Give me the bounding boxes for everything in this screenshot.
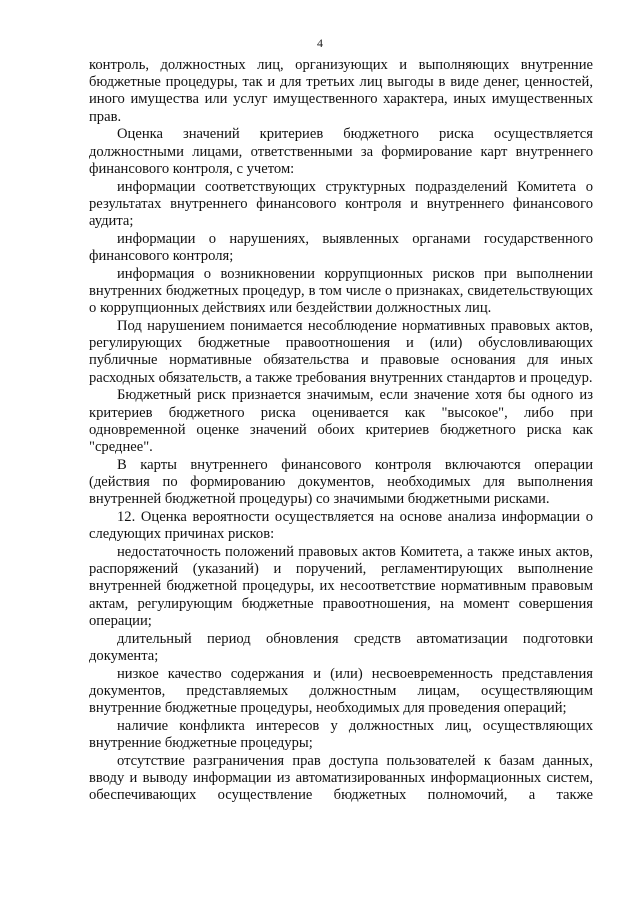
paragraph: Бюджетный риск признается значимым, если значение хотя бы одного из критериев бюджетного риска оценивается как "высокое", либо при одновременной оценке значений обоих критериев бюджетного риска как "среднее". [89,387,593,456]
paragraph: информация о возникновении коррупционных рисков при выполнении внутренних бюджетных процедур, в том числе о признаках, свидетельствующих о коррупционных действиях или бездействии должностных лиц. [89,265,593,317]
paragraph: наличие конфликта интересов у должностных лиц, осуществляющих внутренние бюджетные процедуры; [89,717,593,752]
paragraph: Оценка значений критериев бюджетного риска осуществляется должностными лицами, ответственными за формирование карт внутреннего финансового контроля, с учетом: [89,126,593,177]
paragraph: В карты внутреннего финансового контроля включаются операции (действия по формированию документов, необходимых для выполнения внутренней бюджетной процедуры) со значимыми бюджетными рисками. [89,456,593,508]
body-text [89,57,593,804]
page-number: 4 [317,36,323,50]
paragraph: низкое качество содержания и (или) несвоевременность представления документов, представляемых должностным лицам, осуществляющим внутренние бюджетные процедуры, необходимых для проведения операций; [89,665,593,717]
paragraph: контроль, должностных лиц, организующих и выполняющих внутренние бюджетные процедуры, так и для третьих лиц выгоды в виде денег, ценностей, иного имущества или услуг имущественного характера, иных имущественных прав. [89,57,593,125]
paragraph: Под нарушением понимается несоблюдение нормативных правовых актов, регулирующих бюджетные правоотношения и (или) обусловливающих публичные нормативные обязательства и правовые основания для иных расходных обязательств, а также требования внутренних стандартов и процедур. [89,318,593,386]
paragraph: информации соответствующих структурных подразделений Комитета о результатах внутреннего финансового контроля и внутреннего финансового аудита; [89,178,593,230]
paragraph: 12. Оценка вероятности осуществляется на основе анализа информации о следующих причинах рисков: [89,509,593,543]
paragraph: информации о нарушениях, выявленных органами государственного финансового контроля; [89,230,593,265]
paragraph: длительный период обновления средств автоматизации подготовки документа; [89,630,593,664]
paragraph: отсутствие разграничения прав доступа пользователей к базам данных, вводу и выводу информации из автоматизированных информационных систем, обеспечивающих осуществление бюджетных полномочий, а также [89,752,593,804]
paragraph: недостаточность положений правовых актов Комитета, а также иных актов, распоряжений (указаний) и поручений, регламентирующих выполнение внутренней бюджетной процедуры, их несоответствие нормативным правовым актам, регулирующим бюджетные правоотношения, на момент совершения операции; [89,544,593,629]
